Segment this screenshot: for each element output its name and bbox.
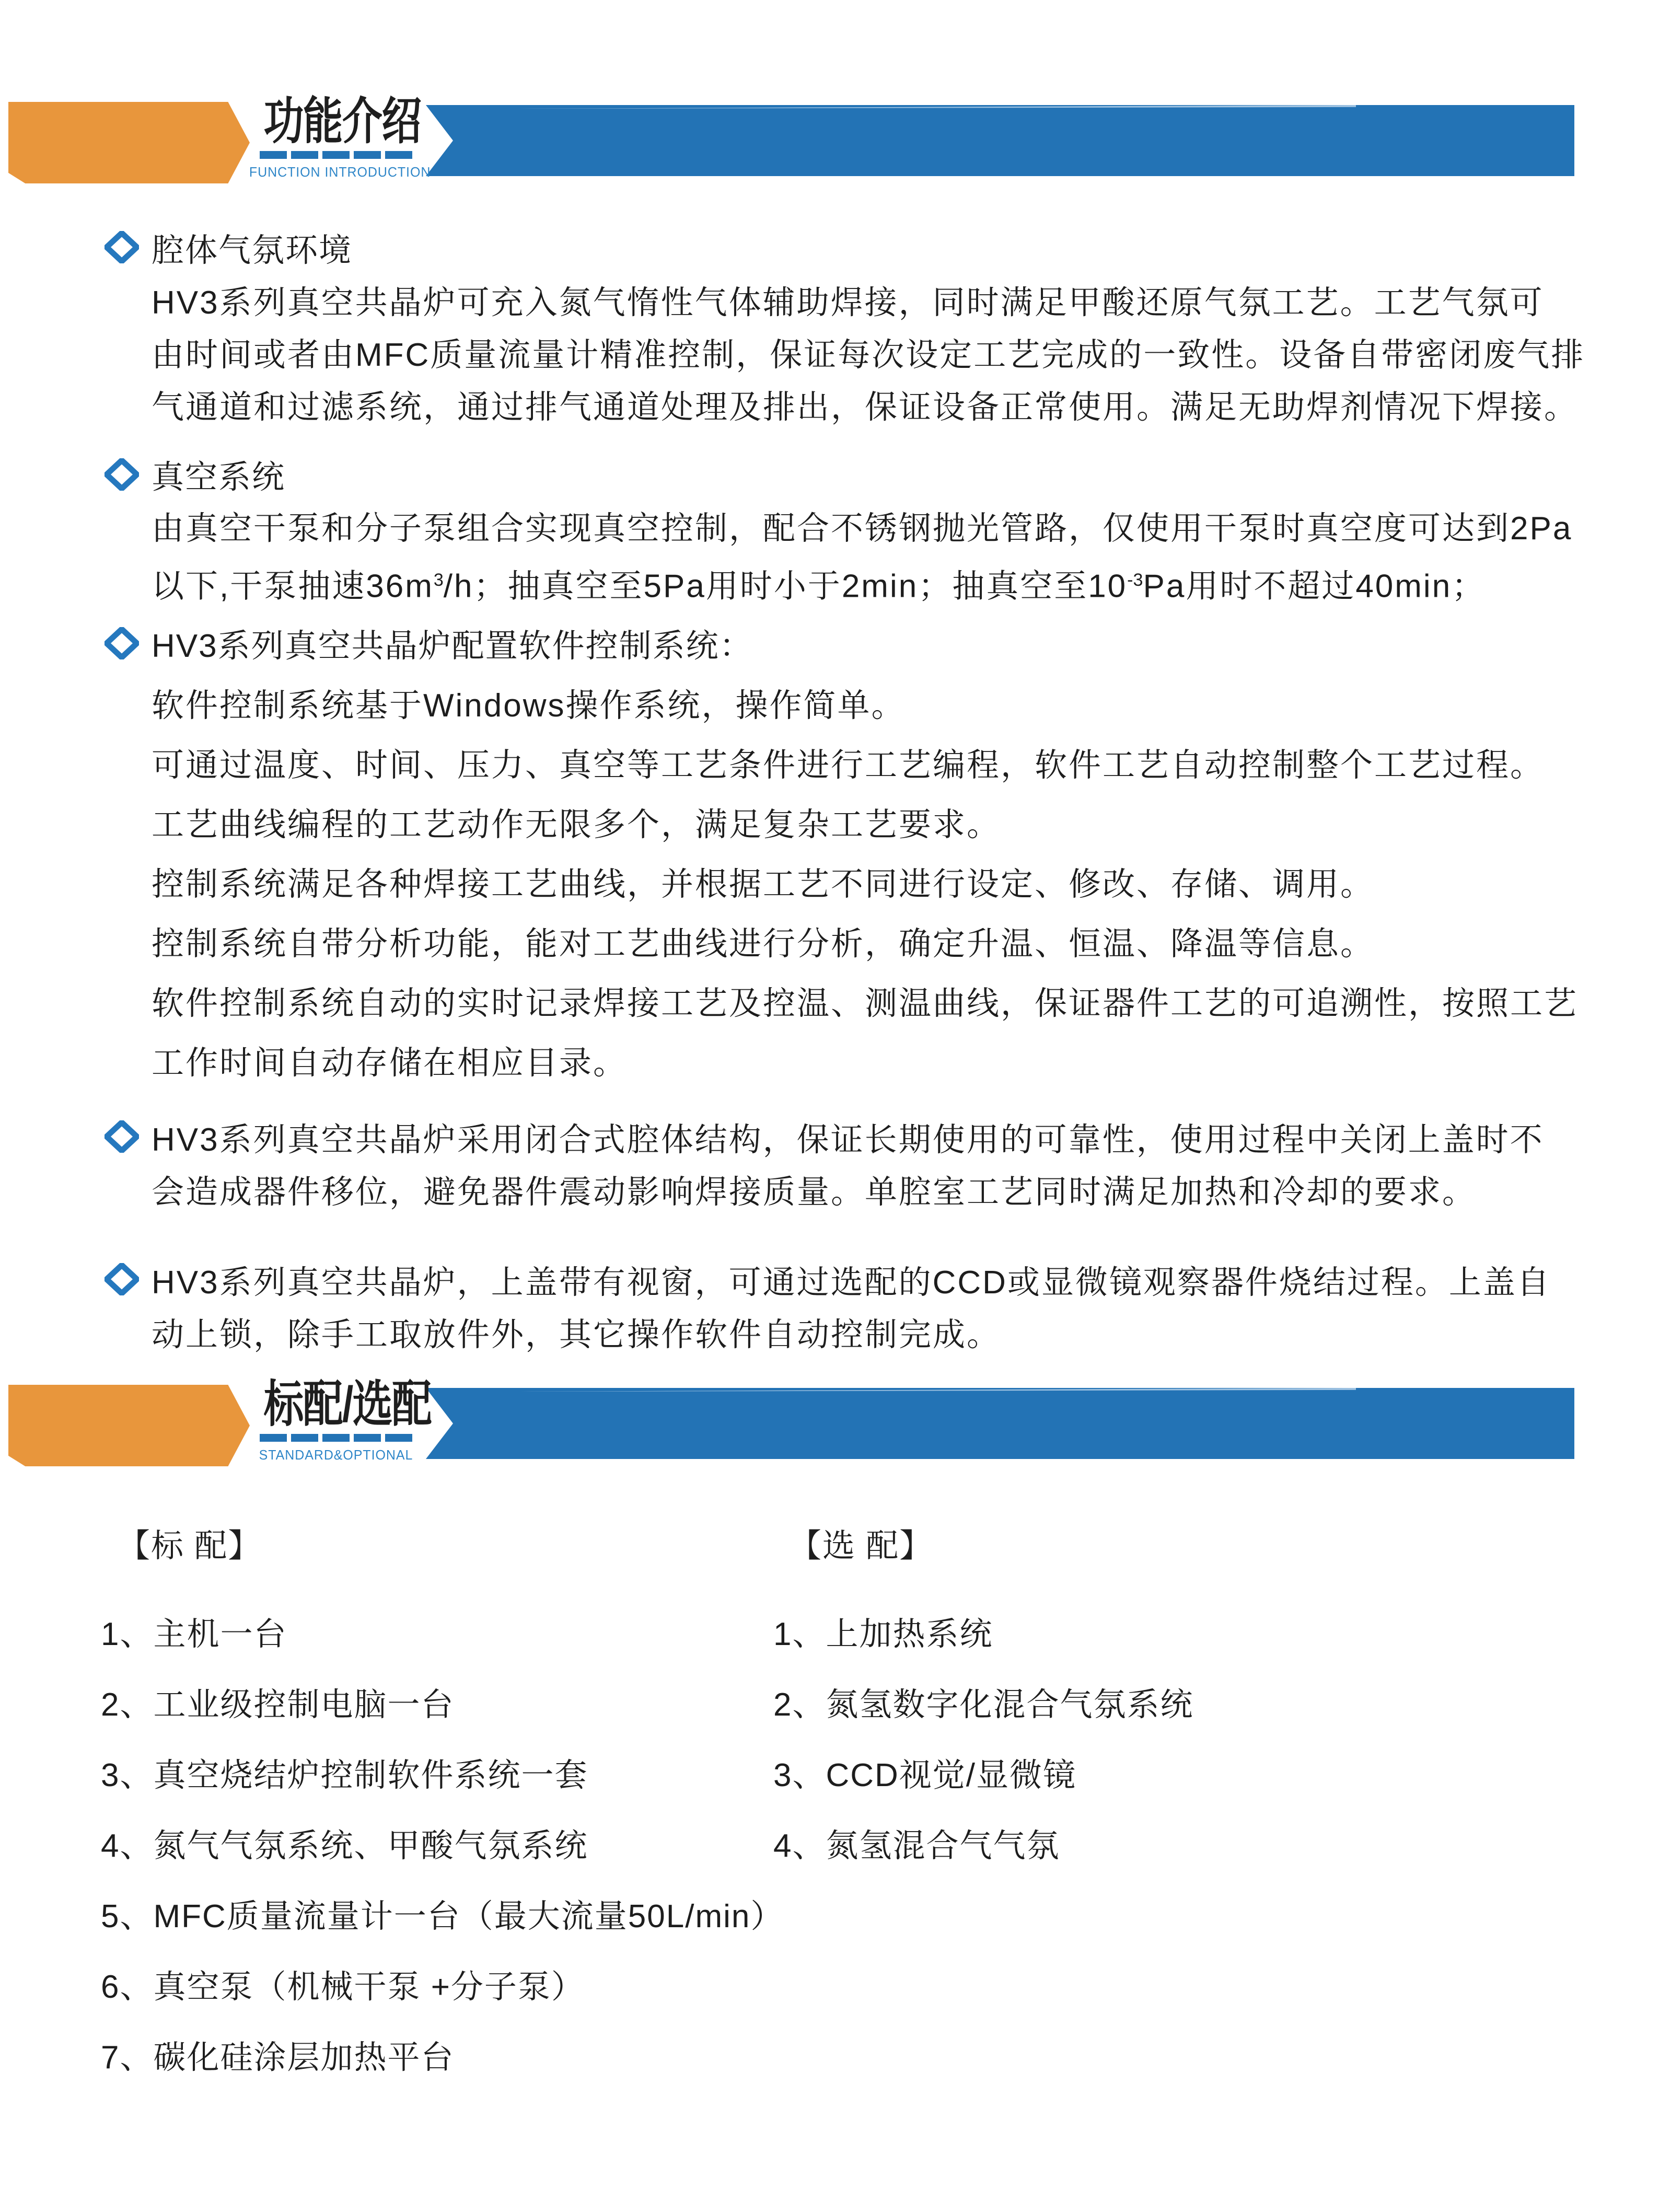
- section-heading: 腔体气氛环境: [152, 233, 353, 269]
- paragraph-line: 可通过温度、时间、压力、真空等工艺条件进行工艺编程，软件工艺自动控制整个工艺过程。: [152, 747, 1545, 783]
- paragraph-line: 控制系统满足各种焊接工艺曲线，并根据工艺不同进行设定、修改、存储、调用。: [152, 866, 1375, 902]
- section-closed-chamber: [0, 1114, 1659, 1219]
- banner-sheen-decoration: [520, 1388, 1356, 1392]
- list-item: 5、MFC质量流量计一台（最大流量50L/min）: [101, 1898, 784, 1935]
- list-item: 2、氮氢数字化混合气氛系统: [773, 1687, 1194, 1723]
- section-lid-window: [0, 1257, 1659, 1361]
- banner-blue-bar-shape: [426, 1388, 1574, 1459]
- banner-orange-arrow-shape: [8, 1385, 250, 1466]
- section-vacuum-system: [0, 452, 1659, 612]
- list-item: 1、上加热系统: [773, 1616, 993, 1652]
- section-paragraph: [152, 676, 1630, 1093]
- banner-sheen-decoration: [520, 105, 1356, 109]
- diamond-bullet-icon: [105, 627, 139, 659]
- section-paragraph: [152, 503, 1630, 612]
- section-paragraph: [152, 277, 1630, 434]
- diamond-bullet-icon: [105, 1263, 139, 1295]
- paragraph-line: HV3系列真空共晶炉，上盖带有视窗，可通过选配的CCD或显微镜观察器件烧结过程。上盖自: [152, 1265, 1551, 1301]
- paragraph-line: 气通道和过滤系统，通过排气通道处理及排出，保证设备正常使用。满足无助焊剂情况下焊接。: [152, 389, 1579, 425]
- list-item: 2、工业级控制电脑一台: [101, 1687, 455, 1723]
- banner-orange-arrow-shape: [8, 102, 250, 183]
- standard-item-list: [101, 1599, 784, 2093]
- paragraph-line: 由时间或者由MFC质量流量计精准控制，保证每次设定工艺完成的一致性。设备自带密闭废气排: [152, 337, 1585, 373]
- list-item: 4、氮气气氛系统、甲酸气氛系统: [101, 1828, 588, 1864]
- section-chamber-atmosphere: [0, 225, 1659, 434]
- diamond-bullet-icon: [105, 458, 139, 491]
- list-item: 3、CCD视觉/显微镜: [773, 1757, 1077, 1793]
- paragraph-line: 会造成器件移位，避免器件震动影响焊接质量。单腔室工艺同时满足加热和冷却的要求。: [152, 1174, 1477, 1210]
- banner-blue-bar-shape: [426, 105, 1574, 176]
- banner-dash-row: [246, 151, 426, 159]
- section-heading: HV3系列真空共晶炉配置软件控制系统：: [152, 628, 753, 664]
- paragraph-line: HV3系列真空共晶炉可充入氮气惰性气体辅助焊接，同时满足甲酸还原气氛工艺。工艺气氛可: [152, 285, 1544, 321]
- list-item: 1、主机一台: [101, 1616, 287, 1652]
- list-item: 3、真空烧结炉控制软件系统一套: [101, 1757, 588, 1793]
- paragraph-line: 控制系统自带分析功能，能对工艺曲线进行分析，确定升温、恒温、降温等信息。: [152, 926, 1375, 962]
- optional-item-list: [773, 1599, 1193, 1881]
- paragraph-line: 工作时间自动存储在相应目录。: [152, 1045, 628, 1081]
- paragraph-line: 以下,干泵抽速$36m^3/h$；抽真空至5Pa用时小于2min；抽真空至$10^{-3}Pa$用时不超过40min；: [152, 568, 1486, 605]
- list-item: 6、真空泵（机械干泵 +分子泵）: [101, 1969, 585, 2005]
- banner-caption-english: FUNCTION INTRODUCTION: [249, 164, 431, 180]
- banner-dash-row: [246, 1434, 426, 1442]
- banner-title: 标配/选配: [263, 1376, 432, 1432]
- paragraph-line: 工艺曲线编程的工艺动作无限多个，满足复杂工艺要求。: [152, 807, 1001, 843]
- banner-caption-english: STANDARD&OPTIONAL: [259, 1447, 413, 1463]
- paragraph-line: 软件控制系统自动的实时记录焊接工艺及控温、测温曲线，保证器件工艺的可追溯性，按照工艺: [152, 986, 1579, 1022]
- paragraph-line: 动上锁，除手工取放件外，其它操作软件自动控制完成。: [152, 1317, 1001, 1353]
- banner-standard-optional: [0, 1376, 1659, 1466]
- list-item: 7、碳化硅涂层加热平台: [101, 2040, 455, 2076]
- diamond-bullet-icon: [105, 1120, 139, 1153]
- section-paragraph: [152, 1257, 1630, 1361]
- banner-title-block: [246, 94, 431, 180]
- banner-function-introduction: [0, 94, 1659, 183]
- section-heading: 真空系统: [152, 459, 286, 495]
- banner-title-block: [246, 1376, 432, 1463]
- paragraph-line: 由真空干泵和分子泵组合实现真空控制，配合不锈钢抛光管路，仅使用干泵时真空度可达到2Pa: [152, 511, 1573, 547]
- optional-column: [773, 1528, 1194, 1864]
- list-item: 4、氮氢混合气气氛: [773, 1828, 1060, 1864]
- optional-column-header: 【选 配】: [789, 1528, 933, 1564]
- banner-title: 功能介绍: [263, 94, 421, 149]
- paragraph-line: HV3系列真空共晶炉采用闭合式腔体结构，保证长期使用的可靠性，使用过程中关闭上盖时不: [152, 1122, 1544, 1158]
- standard-column-header: 【标 配】: [118, 1528, 262, 1564]
- paragraph-line: 软件控制系统基于Windows操作系统，操作简单。: [152, 688, 906, 724]
- section-software-control: [0, 617, 1659, 1093]
- section-paragraph: [152, 1114, 1630, 1219]
- standard-column: [101, 1528, 784, 2076]
- diamond-bullet-icon: [105, 231, 139, 263]
